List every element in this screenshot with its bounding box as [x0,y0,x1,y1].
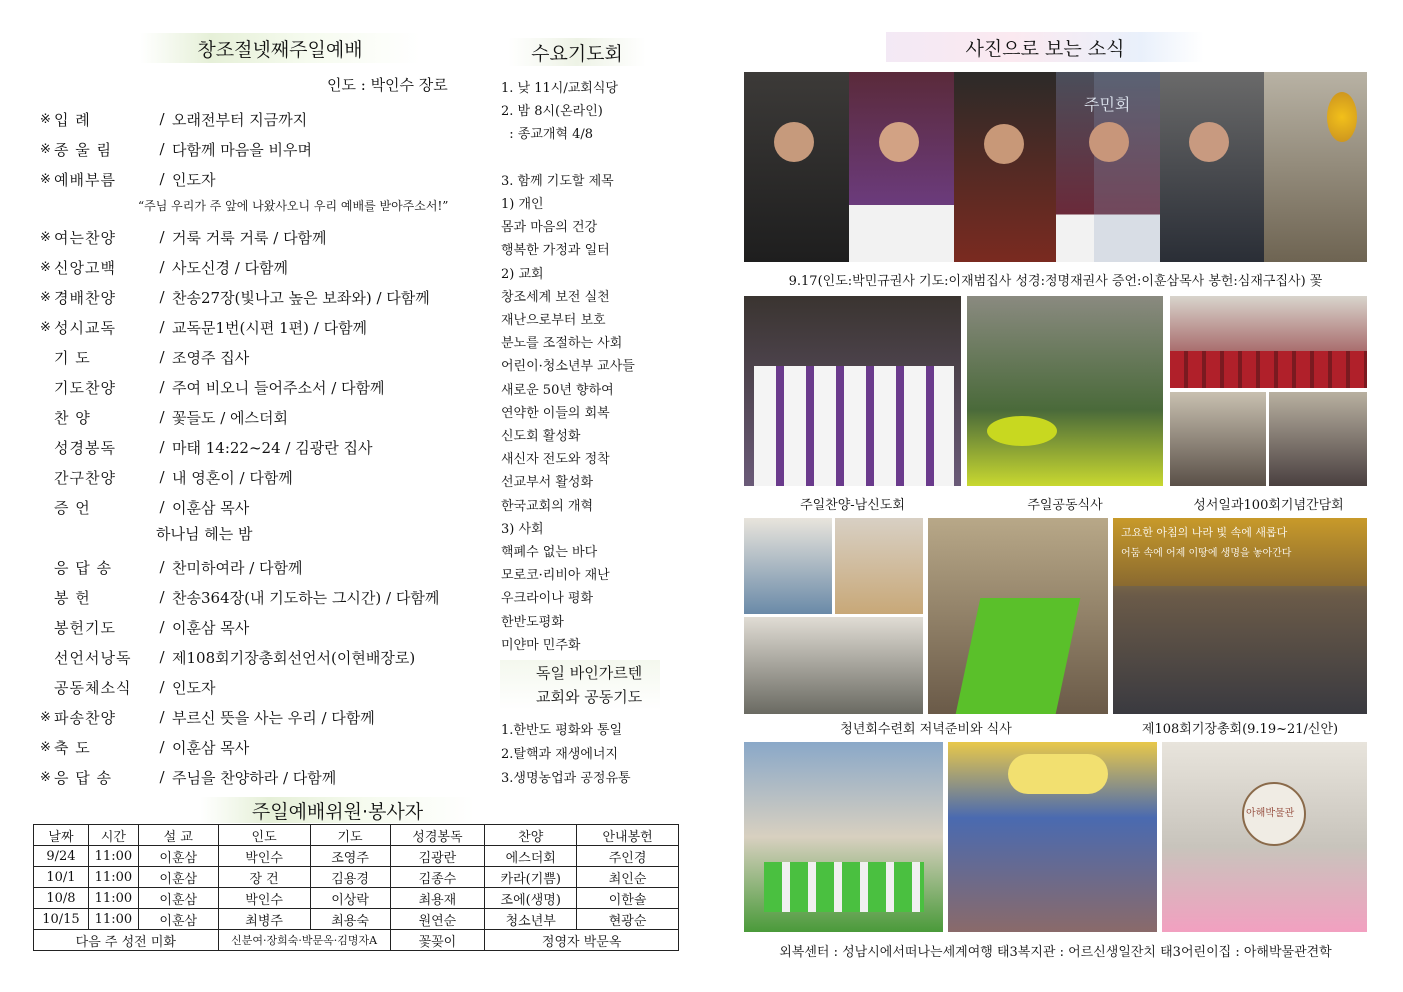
prayer-topic-line: 어린이·청소년부 교사들 [501,359,635,374]
header-sermon: 설 교 [138,825,218,846]
order-item-detail: 이훈삼 목사 [172,738,250,757]
table-cell: 이훈삼 [138,888,218,909]
order-separator: / [159,140,165,158]
germany-item-1: 1.한반도 평화와 통일 [501,723,623,738]
prayer-topic-line: : 종교개혁 4/8 [501,127,594,142]
order-item [40,703,375,731]
order-separator: / [159,288,165,306]
order-item-detail: 마태 14:22~24 / 김광란 집사 [172,438,373,457]
sunday-meal-photo [967,296,1163,486]
prayer-topic-line: 행복한 가정과 일터 [501,243,610,258]
order-item-name: 기도찬양 [54,378,116,397]
order-item-name: 성경봉독 [54,438,116,457]
prayer-topic-line: 3. 함께 기도할 제목 [501,174,614,189]
order-mark: ※ [40,289,51,305]
prayer-topic-line: 한반도평화 [501,615,564,630]
germany-prayer-title [500,660,660,710]
table-cell: 이훈삼 [138,846,218,867]
caption-general-assembly: 제108회기장총회(9.19~21/신안) [1141,722,1339,737]
order-item-name: 응 답 송 [54,768,113,787]
prayer-topic-line: 연약한 이들의 회복 [501,406,610,421]
table-cell: 장 건 [218,867,310,888]
footer-flowers-label: 꽃꽂이 [390,930,485,951]
order-mark: ※ [40,769,51,785]
order-separator: / [159,708,165,726]
table-row [34,888,679,909]
table-cell: 최인순 [577,867,679,888]
caption-youth-retreat: 청년회수련회 저녁준비와 식사 [840,722,1012,737]
bible-lectionary-photo-top [1170,296,1367,388]
prayer-topic-line: 3) 사회 [501,522,544,537]
table-row [34,867,679,888]
prayer-topic-line: 2) 교회 [501,267,544,282]
order-item-detail: 사도신경 / 다함께 [172,258,289,277]
table-cell: 원연순 [390,909,485,930]
order-item-detail: 인도자 [172,170,216,189]
order-item-name: 여는찬양 [54,228,116,247]
prayer-topic-line: 재난으로부터 보호 [501,313,606,328]
order-item-detail: 이훈삼 목사 [172,618,250,637]
volunteers-table [33,824,679,951]
order-separator: / [159,498,165,516]
youth-retreat-photo-2 [835,518,923,614]
order-item-name: 성시교독 [54,318,116,337]
order-item-detail: 꽃들도 / 에스더회 [172,408,289,427]
table-cell: 최병주 [218,909,310,930]
order-item-detail: 교독문1번(시편 1편) / 다함께 [172,318,368,337]
worship-title [140,33,420,63]
sermon-title: 하나님 헤는 밤 [156,525,253,543]
table-row [34,846,679,867]
prayer-topic-line: 1) 개인 [501,197,544,212]
order-item [40,223,327,251]
prayer-topic-line: 1. 낮 11시/교회식당 [501,81,618,96]
germany-item-2: 2.탈핵과 재생에너지 [501,747,618,762]
order-mark: ※ [40,259,51,275]
footer-cleaning-label: 다음 주 성전 미화 [34,930,219,951]
order-item-detail: 거룩 거룩 거룩 / 다함께 [172,228,327,247]
order-item-detail: 오래전부터 지금까지 [172,110,308,129]
order-item-name: 신앙고백 [54,258,116,277]
germany-item-3: 3.생명농업과 공정유통 [501,771,631,786]
order-item [40,283,430,311]
order-separator: / [159,588,165,606]
order-mark: ※ [40,111,51,127]
order-mark: ※ [40,171,51,187]
order-item [40,463,293,491]
order-item-name: 파송찬양 [54,708,116,727]
caption-sunday-meal: 주일공동식사 [1027,498,1103,513]
order-item [40,673,215,701]
youth-dinner-photo [928,518,1108,714]
order-item [40,643,415,671]
order-mark: ※ [40,709,51,725]
table-cell: 주인경 [577,846,679,867]
header-praise: 찬양 [485,825,577,846]
header-date: 날짜 [34,825,89,846]
order-separator: / [159,678,165,696]
order-item [40,373,385,401]
header-leader: 인도 [218,825,310,846]
table-cell: 이훈삼 [138,909,218,930]
prayer-topic-line: 핵폐수 없는 바다 [501,545,598,560]
table-cell: 김광란 [390,846,485,867]
order-separator: / [159,378,165,396]
worship-leaders-photo [744,72,1367,262]
order-item [40,553,303,581]
table-cell: 에스더회 [485,846,577,867]
table-cell: 10/15 [34,909,89,930]
table-cell: 박인수 [218,888,310,909]
order-mark: ※ [40,229,51,245]
footer-flowers-names: 정영자 박문옥 [485,930,679,951]
order-item-detail: 부르신 뜻을 사는 우리 / 다함께 [172,708,375,727]
table-footer-row [34,930,679,951]
order-separator: / [159,228,165,246]
screen-text: 주민회 [1084,95,1131,114]
table-cell: 조에(생명) [485,888,577,909]
order-mark: ※ [40,319,51,335]
volunteers-title [200,797,475,823]
prayer-topic-line: 우크라이나 평화 [501,591,594,606]
order-separator: / [159,468,165,486]
order-item-name: 예배부름 [54,170,116,189]
caption-community-news: 외복센터 : 성남시에서떠나는세계여행 태3복지관 : 어르신생일잔치 태3어린이집 : 아해박물관견학 [779,945,1332,960]
order-item [40,105,307,133]
order-separator: / [159,408,165,426]
table-cell: 이상락 [310,888,390,909]
bible-lectionary-photo-left [1170,392,1266,486]
order-separator: / [159,738,165,756]
order-item-name: 종 울 림 [54,140,113,159]
order-separator: / [159,318,165,336]
worship-leader: 인도 : 박인수 장로 [327,76,448,94]
order-item [40,733,249,761]
prayer-topic-line: 모로코·리비아 재난 [501,568,610,583]
prayer-topic-line: 새로운 50년 향하여 [501,383,614,398]
footer-cleaning-names: 신분여·장희숙·박문옥·김명자A [218,930,390,951]
table-cell: 10/1 [34,867,89,888]
table-cell: 김종수 [390,867,485,888]
table-cell: 이훈삼 [138,867,218,888]
table-cell: 10/8 [34,888,89,909]
order-item-detail: 찬송27장(빛나고 높은 보좌와) / 다함께 [172,288,430,307]
order-item [40,403,288,431]
bible-lectionary-photo-right [1269,392,1367,486]
table-cell: 김용경 [310,867,390,888]
order-item-detail: 다함께 마음을 비우며 [172,140,312,159]
order-separator: / [159,648,165,666]
order-separator: / [159,768,165,786]
order-item [40,343,249,371]
call-to-worship-quote: “주님 우리가 주 앞에 나왔사오니 우리 예배를 받아주소서!” [138,199,449,213]
order-item [40,165,215,193]
prayer-topic-line: 창조세계 보전 실천 [501,290,610,305]
order-separator: / [159,170,165,188]
table-cell: 현광순 [577,909,679,930]
order-item-detail: 찬송364장(내 기도하는 그시간) / 다함께 [172,588,440,607]
order-item-detail: 인도자 [172,678,216,697]
order-item [40,583,439,611]
order-mark: ※ [40,739,51,755]
table-cell: 박인수 [218,846,310,867]
caption-lectionary-meeting: 성서일과100회기념간담회 [1193,498,1344,513]
assembly-banner-line-2: 어둠 속에 어제 이땅에 생명을 놓아간다 [1121,548,1292,559]
order-item-name: 응 답 송 [54,558,113,577]
table-cell: 카라(기쁨) [485,867,577,888]
order-item [40,493,249,521]
prayer-topic-line: 분노를 조절하는 사회 [501,336,623,351]
order-item-name: 선언서낭독 [54,648,132,667]
header-reading: 성경봉독 [390,825,485,846]
museum-sign: 아해박물관 [1246,808,1295,819]
order-separator: / [159,110,165,128]
order-item-name: 증 언 [54,498,91,517]
header-usher: 안내봉헌 [577,825,679,846]
order-item-name: 봉 헌 [54,588,91,607]
order-item-detail: 조영주 집사 [172,348,250,367]
order-item-name: 공동체소식 [54,678,132,697]
order-item-name: 입 례 [54,110,91,129]
table-cell: 9/24 [34,846,89,867]
table-cell: 11:00 [88,909,138,930]
order-item-detail: 이훈삼 목사 [172,498,250,517]
men-choir-photo [744,296,961,486]
order-item-name: 기 도 [54,348,91,367]
prayer-topic-line: 새신자 전도와 정착 [501,452,610,467]
header-time: 시간 [88,825,138,846]
table-row [34,909,679,930]
germany-title-line-1: 독일 바인가르텐 [536,664,643,682]
table-cell: 11:00 [88,846,138,867]
assembly-banner-line-1: 고요한 아침의 나라 빛 속에 새롭다 [1121,526,1288,539]
table-cell: 11:00 [88,888,138,909]
wednesday-prayer-title-text: 수요기도회 [531,42,623,65]
order-item-name: 간구찬양 [54,468,116,487]
order-mark: ※ [40,141,51,157]
order-item [40,433,372,461]
order-separator: / [159,258,165,276]
order-item-detail: 주여 비오니 들어주소서 / 다함께 [172,378,385,397]
header-prayer: 기도 [310,825,390,846]
prayer-topic-line: 몸과 마음의 건강 [501,220,598,235]
volunteers-title-text: 주일예배위원·봉사자 [251,800,424,823]
photo-news-title-text: 사진으로 보는 소식 [965,37,1125,60]
youth-retreat-photo-3 [744,617,923,714]
order-item-detail: 찬미하여라 / 다함께 [172,558,303,577]
birthday-party-photo [948,742,1157,932]
table-cell: 청소년부 [485,909,577,930]
order-item [40,763,336,791]
museum-trip-photo [1162,742,1367,932]
prayer-topic-line: 신도회 활성화 [501,429,581,444]
order-item [40,613,249,641]
prayer-topic-line: 미얀마 민주화 [501,638,581,653]
wednesday-prayer-title [508,38,646,66]
order-separator: / [159,558,165,576]
order-item-name: 찬 양 [54,408,91,427]
prayer-topic-line: 한국교회의 개혁 [501,499,594,514]
table-cell: 이한솔 [577,888,679,909]
youth-retreat-photo-1 [744,518,832,614]
order-separator: / [159,618,165,636]
worship-title-text: 창조절넷째주일예배 [197,38,363,61]
order-item-detail: 제108회기장총회선언서(이현배장로) [172,648,416,667]
order-item-detail: 내 영혼이 / 다함께 [172,468,293,487]
order-separator: / [159,438,165,456]
table-cell: 조영주 [310,846,390,867]
prayer-topic-line: 2. 밤 8시(온라인) [501,104,603,119]
table-cell: 최용재 [390,888,485,909]
order-item [40,135,312,163]
order-item-detail: 주님을 찬양하라 / 다함께 [172,768,337,787]
table-cell: 최용숙 [310,909,390,930]
welfare-center-photo [744,742,943,932]
order-separator: / [159,348,165,366]
germany-title-line-2: 교회와 공동기도 [536,688,643,706]
prayer-topic-line: 선교부서 활성화 [501,475,594,490]
table-header-row [34,825,679,846]
order-item [40,253,288,281]
order-item [40,313,367,341]
photo-news-title [886,32,1204,62]
order-item-name: 축 도 [54,738,91,757]
general-assembly-photo [1113,518,1367,714]
caption-worship-leaders: 9.17(인도:박민규권사 기도:이재범집사 성경:정명재권사 증언:이훈삼목사 봉헌:심재구집사) 꽃 [788,274,1323,289]
table-cell: 11:00 [88,867,138,888]
order-item-name: 봉헌기도 [54,618,116,637]
order-item-name: 경배찬양 [54,288,116,307]
caption-men-choir: 주일찬양-남신도회 [800,498,905,513]
